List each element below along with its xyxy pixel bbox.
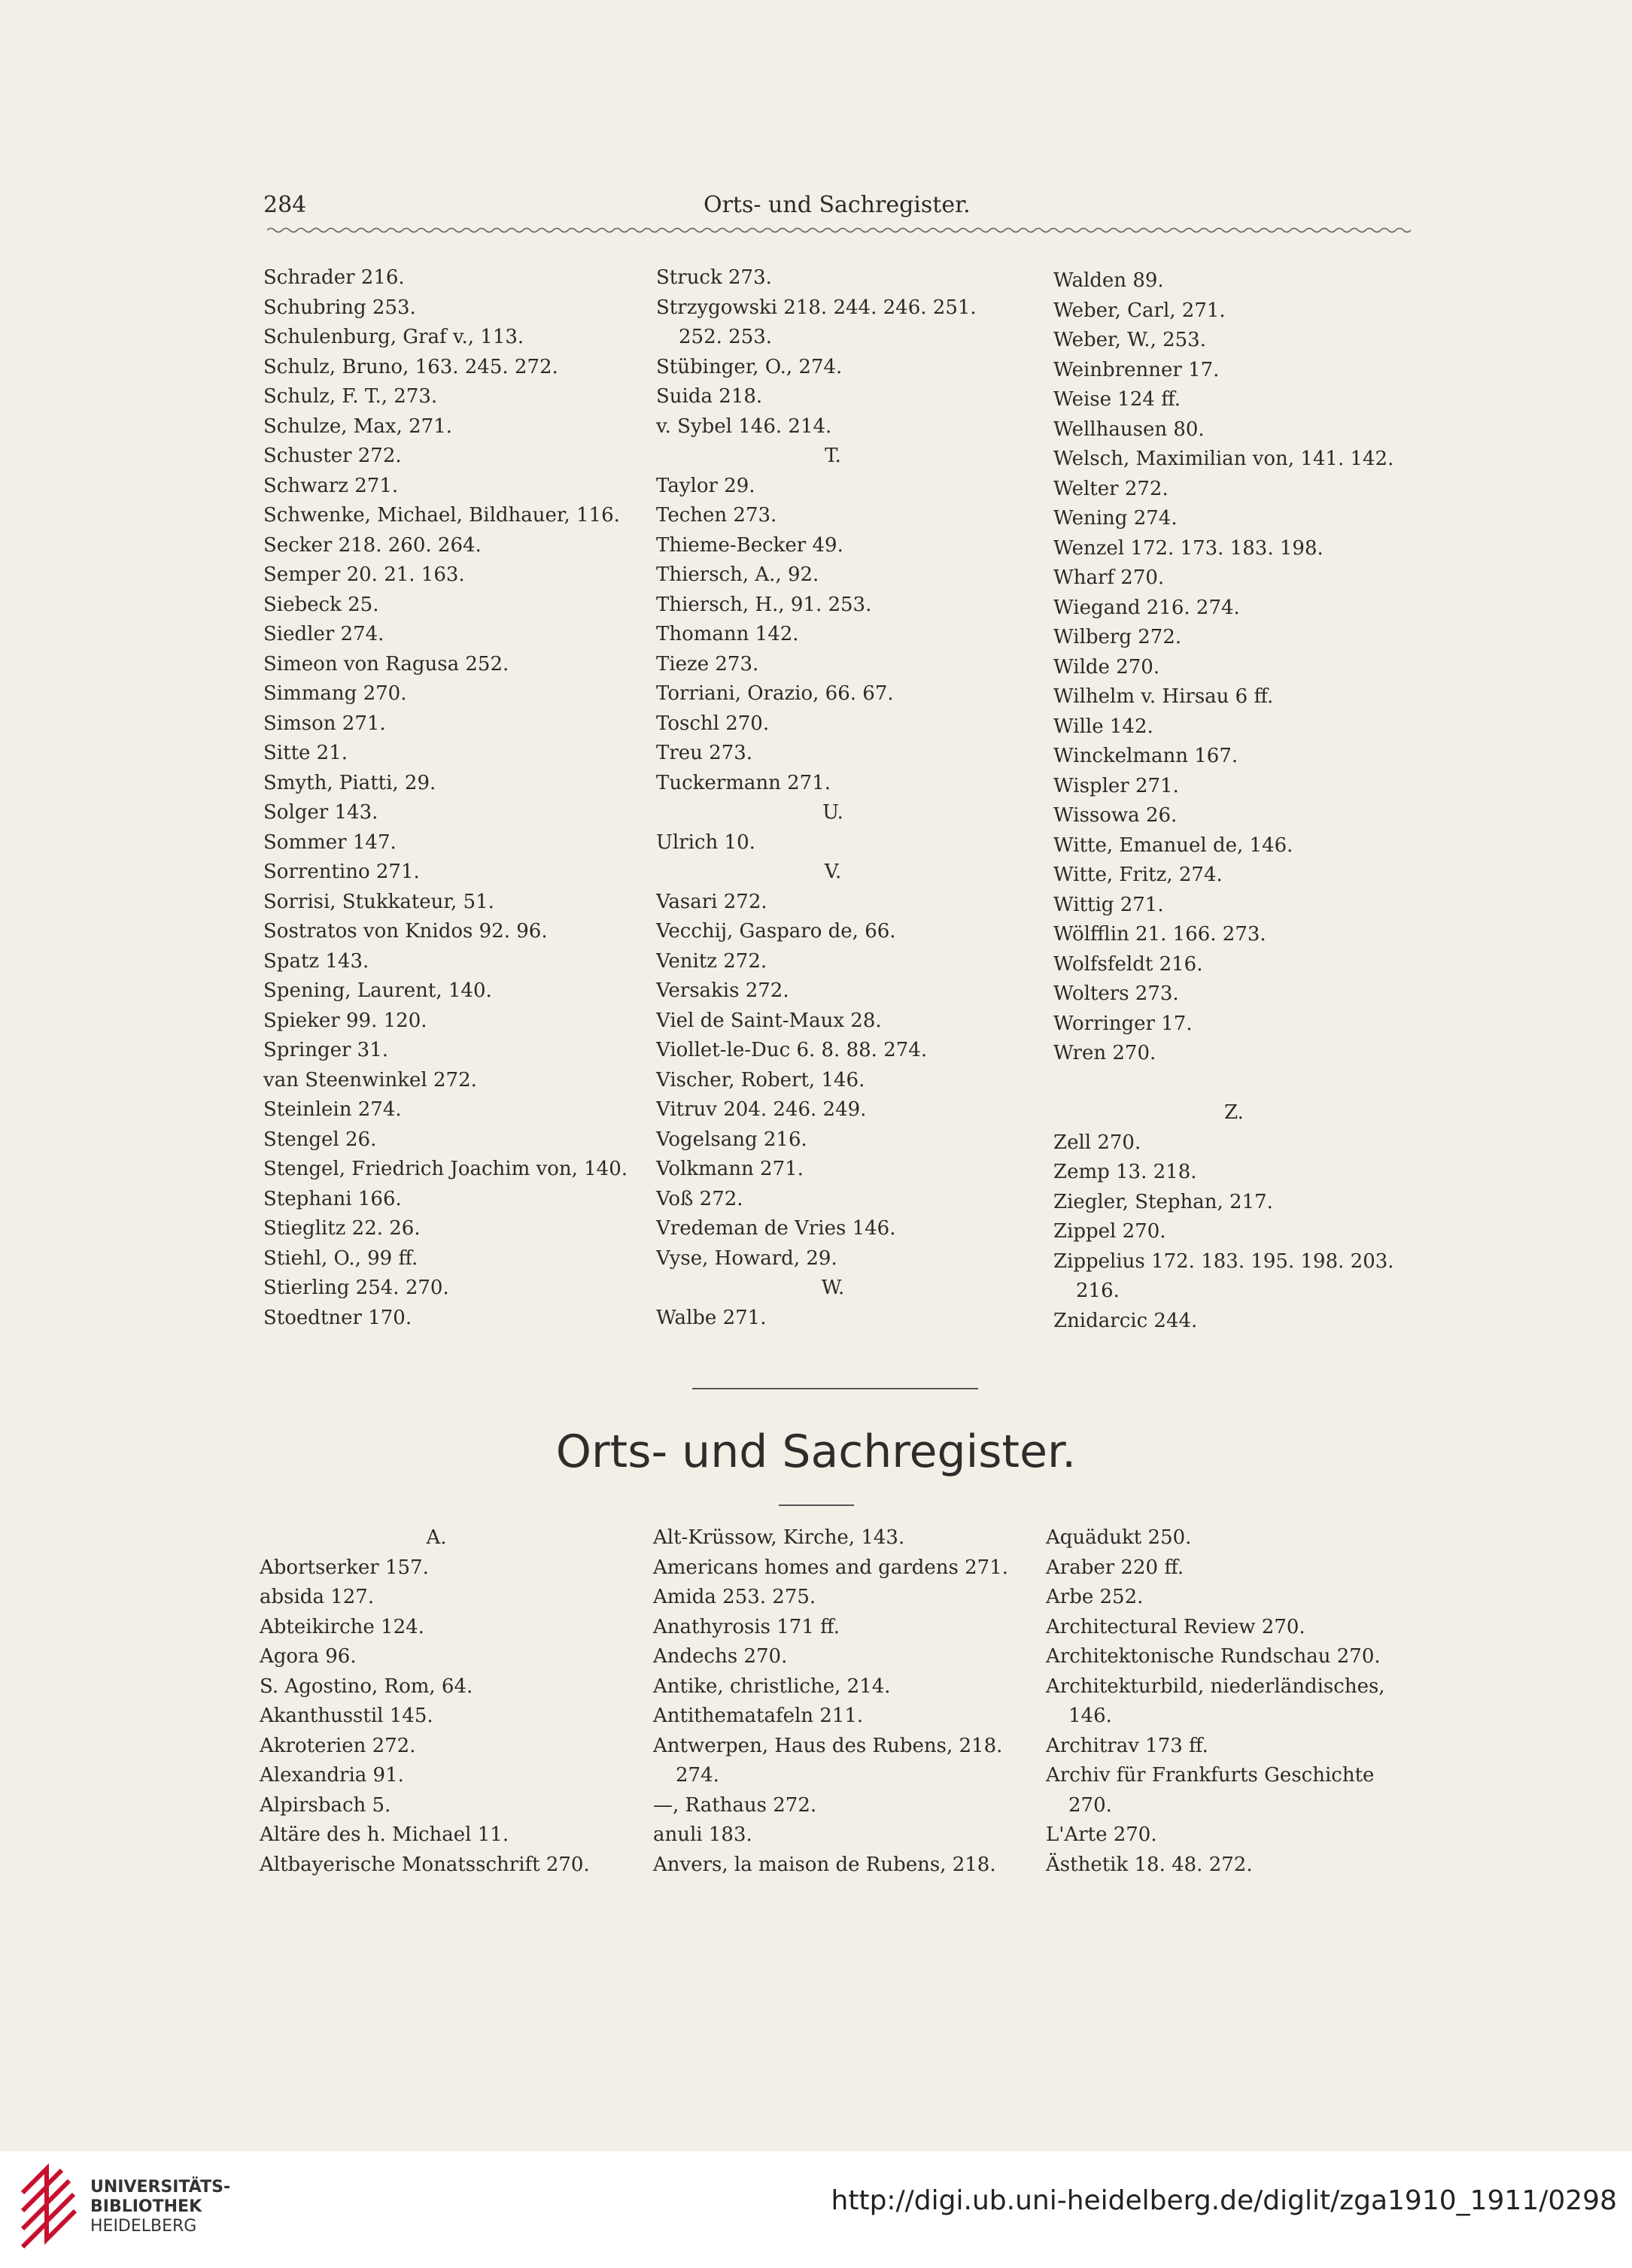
index-entry: Ulrich 10. xyxy=(656,830,755,854)
index-entry-continuation: 252. 253. xyxy=(679,326,773,348)
index-entry: Stierling 254. 270. xyxy=(263,1277,449,1299)
index-entry: Vasari 272. xyxy=(656,890,767,913)
index-entry: Wilberg 272. xyxy=(1053,626,1182,648)
index-entry: Alexandria 91. xyxy=(260,1764,404,1787)
index-entry: van Steenwinkel 272. xyxy=(263,1068,477,1091)
index-entry: Abteikirche 124. xyxy=(260,1615,424,1638)
index-entry: Worringer 17. xyxy=(1053,1012,1193,1035)
index-entry: Architekturbild, niederländisches, xyxy=(1046,1674,1385,1698)
index-entry: Walbe 271. xyxy=(656,1306,767,1329)
index-entry: Wolters 273. xyxy=(1053,982,1179,1005)
index-entry: Techen 273. xyxy=(656,504,777,527)
index-entry: Vogelsang 216. xyxy=(656,1128,807,1151)
index-entry: Weber, W., 253. xyxy=(1053,329,1206,351)
index-entry: Torriani, Orazio, 66. 67. xyxy=(656,682,894,705)
section-title: Orts- und Sachregister. xyxy=(555,1425,1077,1478)
index-entry: Toschl 270. xyxy=(656,712,770,735)
index-entry: Schulze, Max, 271. xyxy=(263,414,452,438)
index-entry: Venitz 272. xyxy=(656,949,767,973)
index-entry: Schubring 253. xyxy=(263,296,416,319)
index-entry: Wille 142. xyxy=(1053,715,1153,738)
index-entry: Alpirsbach 5. xyxy=(260,1793,391,1817)
index-entry: Amida 253. 275. xyxy=(653,1586,816,1608)
index-entry xyxy=(1053,1069,1415,1099)
index-entry: Altbayerische Monatsschrift 270. xyxy=(260,1853,590,1876)
index-entry: Solger 143. xyxy=(263,801,378,824)
index-entry: Archiv für Frankfurts Geschichte xyxy=(1046,1764,1375,1787)
index-entry: Thomann 142. xyxy=(656,623,799,645)
index-entry: Simson 271. xyxy=(263,712,386,735)
index-entry: L'Arte 270. xyxy=(1046,1823,1157,1846)
index-entry: Stengel 26. xyxy=(263,1128,377,1151)
index-entry: Versakis 272. xyxy=(656,979,789,1002)
index-entry: Anathyrosis 171 ff. xyxy=(653,1615,840,1638)
index-entry: Tieze 273. xyxy=(656,652,759,676)
index-entry: Agora 96. xyxy=(260,1645,357,1668)
index-entry: Stübinger, O., 274. xyxy=(656,355,843,378)
index-entry: Americans homes and gardens 271. xyxy=(653,1556,1009,1579)
index-entry: Viel de Saint-Maux 28. xyxy=(656,1009,882,1032)
index-entry: Znidarcic 244. xyxy=(1053,1309,1198,1332)
index-entry: Wolfsfeldt 216. xyxy=(1053,952,1203,976)
index-entry: Sitte 21. xyxy=(263,742,348,764)
wavy-rule xyxy=(267,226,1411,235)
index-entry: Antike, christliche, 214. xyxy=(653,1674,891,1698)
orte-column-1 xyxy=(260,1523,613,1880)
index-entry: Stiehl, O., 99 ff. xyxy=(263,1246,418,1270)
index-entry: Zemp 13. 218. xyxy=(1053,1161,1197,1183)
permalink-url[interactable]: http://digi.ub.uni-heidelberg.de/diglit/zga1910_1911/0298 xyxy=(831,2185,1617,2216)
index-letter-heading: Z. xyxy=(1224,1101,1244,1124)
index-entry: Welsch, Maximilian von, 141. 142. xyxy=(1053,448,1394,470)
index-entry: Zell 270. xyxy=(1053,1131,1141,1154)
index-entry: Schulz, Bruno, 163. 245. 272. xyxy=(263,355,558,378)
index-entry: Suida 218. xyxy=(656,385,763,408)
index-entry: Steinlein 274. xyxy=(263,1098,402,1121)
index-entry: Stieglitz 22. 26. xyxy=(263,1217,421,1240)
index-entry: Araber 220 ff. xyxy=(1046,1556,1184,1579)
index-entry: Siedler 274. xyxy=(263,623,384,645)
index-entry-continuation: 216. xyxy=(1076,1280,1120,1302)
index-entry: Wren 270. xyxy=(1053,1042,1156,1064)
index-entry: Weinbrenner 17. xyxy=(1053,358,1220,381)
index-entry: Antwerpen, Haus des Rubens, 218. xyxy=(653,1734,1003,1757)
index-entry: Akanthusstil 145. xyxy=(260,1705,433,1727)
index-entry: Vitruv 204. 246. 249. xyxy=(656,1098,867,1121)
index-entry: Sorrentino 271. xyxy=(263,861,420,883)
index-entry-continuation: 146. xyxy=(1068,1705,1112,1727)
index-entry: Viollet-le-Duc 6. 8. 88. 274. xyxy=(656,1039,928,1061)
index-entry: Schwenke, Michael, Bildhauer, 116. xyxy=(263,504,620,527)
index-entry: Stoedtner 170. xyxy=(263,1306,412,1329)
index-entry: Altäre des h. Michael 11. xyxy=(260,1823,509,1846)
index-entry: Abortserker 157. xyxy=(260,1556,429,1579)
index-entry: Andechs 270. xyxy=(653,1645,788,1668)
index-entry: anuli 183. xyxy=(653,1823,752,1846)
index-entry: Wening 274. xyxy=(1053,507,1178,530)
index-entry: S. Agostino, Rom, 64. xyxy=(260,1674,473,1698)
index-letter-heading: A. xyxy=(426,1526,447,1549)
index-letter-heading: U. xyxy=(822,801,843,824)
orte-column-2 xyxy=(653,1523,1014,1880)
index-entry: Semper 20. 21. 163. xyxy=(263,563,465,586)
index-entry: Tuckermann 271. xyxy=(656,771,831,794)
index-entry: Volkmann 271. xyxy=(656,1158,804,1180)
index-entry: Sorrisi, Stukkateur, 51. xyxy=(263,890,494,913)
personen-column-3 xyxy=(1053,266,1415,1336)
index-entry: Stengel, Friedrich Joachim von, 140. xyxy=(263,1158,628,1180)
index-letter-heading: V. xyxy=(824,861,842,883)
library-name-line-2: BIBLIOTHEK xyxy=(90,2197,202,2216)
index-entry: Architectural Review 270. xyxy=(1046,1615,1305,1638)
index-entry: Wenzel 172. 173. 183. 198. xyxy=(1053,536,1324,560)
index-entry: Spening, Laurent, 140. xyxy=(263,979,492,1002)
index-entry: Springer 31. xyxy=(263,1039,389,1061)
index-entry: Wiegand 216. 274. xyxy=(1053,596,1240,619)
index-entry: Wittig 271. xyxy=(1053,893,1164,916)
index-entry: Schulenburg, Graf v., 113. xyxy=(263,326,524,348)
library-name-line-1: UNIVERSITÄTS- xyxy=(90,2178,231,2197)
index-entry: Strzygowski 218. 244. 246. 251. xyxy=(656,296,977,319)
index-entry: Wispler 271. xyxy=(1053,774,1179,797)
index-entry: Schuster 272. xyxy=(263,445,402,467)
index-entry: Spieker 99. 120. xyxy=(263,1009,427,1032)
personen-column-2 xyxy=(656,263,1010,1333)
index-entry: Architektonische Rundschau 270. xyxy=(1046,1645,1381,1668)
index-entry: Witte, Emanuel de, 146. xyxy=(1053,833,1293,857)
index-entry: Schrader 216. xyxy=(263,266,405,289)
index-entry: Wharf 270. xyxy=(1053,566,1165,589)
index-entry: Anvers, la maison de Rubens, 218. xyxy=(653,1853,996,1876)
index-entry: Arbe 252. xyxy=(1046,1586,1144,1608)
index-entry: Treu 273. xyxy=(656,742,753,764)
index-entry: Zippel 270. xyxy=(1053,1220,1166,1243)
university-library-logo-icon xyxy=(17,2163,80,2253)
index-entry: Struck 273. xyxy=(656,266,772,289)
index-entry: Wilde 270. xyxy=(1053,655,1160,679)
index-entry: Vischer, Robert, 146. xyxy=(656,1068,865,1091)
index-entry: Voß 272. xyxy=(656,1187,743,1210)
page-header xyxy=(263,192,1407,229)
library-name xyxy=(90,2178,230,2236)
index-entry: Weber, Carl, 271. xyxy=(1053,299,1226,322)
index-letter-heading: T. xyxy=(825,445,841,467)
index-entry: Vyse, Howard, 29. xyxy=(656,1246,837,1270)
index-entry: Taylor 29. xyxy=(656,474,755,497)
index-entry: Siebeck 25. xyxy=(263,593,379,616)
orte-column-3 xyxy=(1046,1523,1415,1880)
section-divider xyxy=(692,1388,978,1389)
running-title: Orts- und Sachregister. xyxy=(704,192,971,218)
index-entry: Wilhelm v. Hirsau 6 ff. xyxy=(1053,685,1274,708)
index-entry: Stephani 166. xyxy=(263,1187,402,1210)
index-entry: Sostratos von Knidos 92. 96. xyxy=(263,920,548,943)
index-letter-heading: W. xyxy=(821,1277,845,1299)
index-entry: Welter 272. xyxy=(1053,477,1169,500)
index-entry: Thiersch, A., 92. xyxy=(656,563,819,586)
index-entry: Winckelmann 167. xyxy=(1053,745,1238,767)
index-entry: Schulz, F. T., 273. xyxy=(263,385,438,408)
index-entry: —, Rathaus 272. xyxy=(653,1793,817,1817)
index-entry: Ziegler, Stephan, 217. xyxy=(1053,1190,1273,1213)
index-entry: Ästhetik 18. 48. 272. xyxy=(1046,1853,1253,1876)
index-entry: Witte, Fritz, 274. xyxy=(1053,864,1223,886)
index-entry: Alt-Krüssow, Kirche, 143. xyxy=(653,1526,905,1549)
index-entry: Wellhausen 80. xyxy=(1053,417,1205,441)
index-entry: Schwarz 271. xyxy=(263,474,399,497)
library-name-line-3: HEIDELBERG xyxy=(90,2217,197,2236)
index-entry: Weise 124 ff. xyxy=(1053,388,1181,411)
section-title-underline xyxy=(779,1504,854,1506)
index-entry-continuation: 270. xyxy=(1068,1793,1112,1817)
index-entry: Antithematafeln 211. xyxy=(653,1705,864,1727)
index-entry: Thieme-Becker 49. xyxy=(656,533,843,557)
index-entry-continuation: 274. xyxy=(676,1764,719,1787)
index-entry: Sommer 147. xyxy=(263,830,397,854)
index-entry: Akroterien 272. xyxy=(260,1734,416,1757)
index-entry: Simeon von Ragusa 252. xyxy=(263,652,509,676)
index-entry: Vecchij, Gasparo de, 66. xyxy=(656,920,896,943)
index-entry: Spatz 143. xyxy=(263,949,369,973)
index-entry: absida 127. xyxy=(260,1586,375,1608)
index-entry: Smyth, Piatti, 29. xyxy=(263,771,436,794)
index-entry: Thiersch, H., 91. 253. xyxy=(656,593,872,616)
index-entry: Wissowa 26. xyxy=(1053,804,1178,827)
page-number: 284 xyxy=(263,192,307,218)
index-entry: Zippelius 172. 183. 195. 198. 203. xyxy=(1053,1249,1394,1273)
personen-column-1 xyxy=(263,263,628,1333)
index-entry: Aquädukt 250. xyxy=(1046,1526,1192,1549)
index-entry: Secker 218. 260. 264. xyxy=(263,533,482,557)
index-entry: v. Sybel 146. 214. xyxy=(656,414,832,438)
index-entry: Vredeman de Vries 146. xyxy=(656,1217,896,1240)
index-entry: Walden 89. xyxy=(1053,269,1164,292)
index-entry: Architrav 173 ff. xyxy=(1046,1734,1208,1757)
index-entry: Simmang 270. xyxy=(263,682,407,705)
index-entry: Wölfflin 21. 166. 273. xyxy=(1053,923,1266,946)
